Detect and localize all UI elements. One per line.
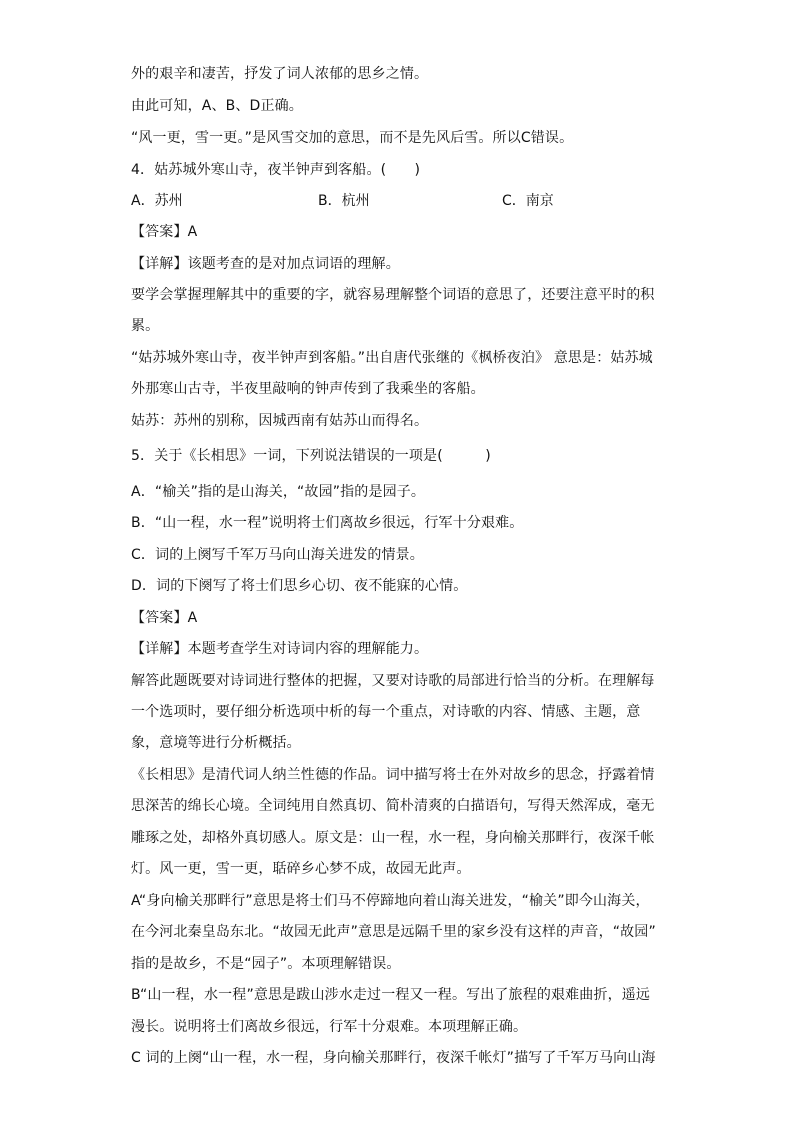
- text-line: B“山一程，水一程”意思是跋山涉水走过一程又一程。写出了旅程的艰难曲折，遥远: [131, 987, 651, 1003]
- text-line: “姑苏城外寒山寺，夜半钟声到客船。”出自唐代张继的《枫桥夜泊》 意思是：姑苏城: [131, 350, 653, 366]
- text-line: 解答此题既要对诗词进行整体的把握，又要对诗歌的局部进行恰当的分析。在理解每: [131, 673, 655, 689]
- text-line: C 词的上阕“山一程，水一程，身向榆关那畔行，夜深千帐灯”描写了千军万马向山海: [131, 1050, 656, 1066]
- answer-label: 【答案】A: [131, 224, 198, 240]
- text-line: 外的艰辛和凄苦，抒发了词人浓郁的思乡之情。: [131, 66, 429, 82]
- text-line: “风一更，雪一更。”是风雪交加的意思，而不是先风后雪。所以C错误。: [131, 130, 574, 146]
- answer-label: 【答案】A: [131, 610, 198, 626]
- text-line: 象，意境等进行分析概括。: [131, 735, 301, 751]
- text-line: 一个选项时，要仔细分析选项中析的每一个重点，对诗歌的内容、情感、主题，意: [131, 704, 641, 720]
- question-4-options: [131, 191, 671, 211]
- option-a: A．“榆关”指的是山海关，“故园”指的是园子。: [131, 484, 426, 500]
- question-4-stem: 4．姑苏城外寒山寺，夜半钟声到客船。( ): [131, 162, 421, 178]
- text-line: 累。: [131, 318, 160, 334]
- text-line: 由此可知，A、B、D正确。: [131, 98, 303, 114]
- text-line: 雕琢之处，却格外真切感人。原文是：山一程，水一程，身向榆关那畔行，夜深千帐: [131, 830, 655, 846]
- text-line: 在今河北秦皇岛东北。“故园无此声”意思是远隔千里的家乡没有这样的声音，“故园”: [131, 924, 656, 940]
- text-line: 灯。风一更，雪一更，聒碎乡心梦不成，故园无此声。: [131, 861, 471, 877]
- text-line: 指的是故乡，不是“园子”。本项理解错误。: [131, 956, 401, 972]
- option-b: B．杭州: [318, 193, 370, 209]
- option-c: C．南京: [502, 193, 554, 209]
- option-b: B．“山一程，水一程”说明将士们离故乡很远，行军十分艰难。: [131, 515, 524, 531]
- text-line: 外那寒山古寺，半夜里敲响的钟声传到了我乘坐的客船。: [131, 381, 485, 397]
- text-line: A“身向榆关那畔行”意思是将士们马不停蹄地向着山海关进发，“榆关”即今山海关，: [131, 893, 650, 909]
- question-5-stem: 5．关于《长相思》一词，下列说法错误的一项是( ): [131, 448, 491, 464]
- text-line: 姑苏：苏州的别称，因城西南有姑苏山而得名。: [131, 413, 429, 429]
- explanation-label: 【详解】该题考查的是对加点词语的理解。: [131, 256, 400, 272]
- option-d: D．词的下阕写了将士们思乡心切、夜不能寐的心情。: [131, 578, 468, 594]
- text-line: 思深苦的绵长心境。全词纯用自然真切、简朴清爽的白描语句，写得天然浑成，毫无: [131, 798, 655, 814]
- text-line: 漫长。说明将士们离故乡很远，行军十分艰难。本项理解正确。: [131, 1019, 528, 1035]
- text-line: 《长相思》是清代词人纳兰性德的作品。词中描写将士在外对故乡的思念，抒露着情: [131, 767, 655, 783]
- explanation-label: 【详解】本题考查学生对诗词内容的理解能力。: [131, 641, 429, 657]
- option-c: C．词的上阕写千军万马向山海关进发的情景。: [131, 547, 424, 563]
- option-a: A．苏州: [131, 193, 183, 209]
- text-line: 要学会掌握理解其中的重要的字，就容易理解整个词语的意思了，还要注意平时的积: [131, 287, 655, 303]
